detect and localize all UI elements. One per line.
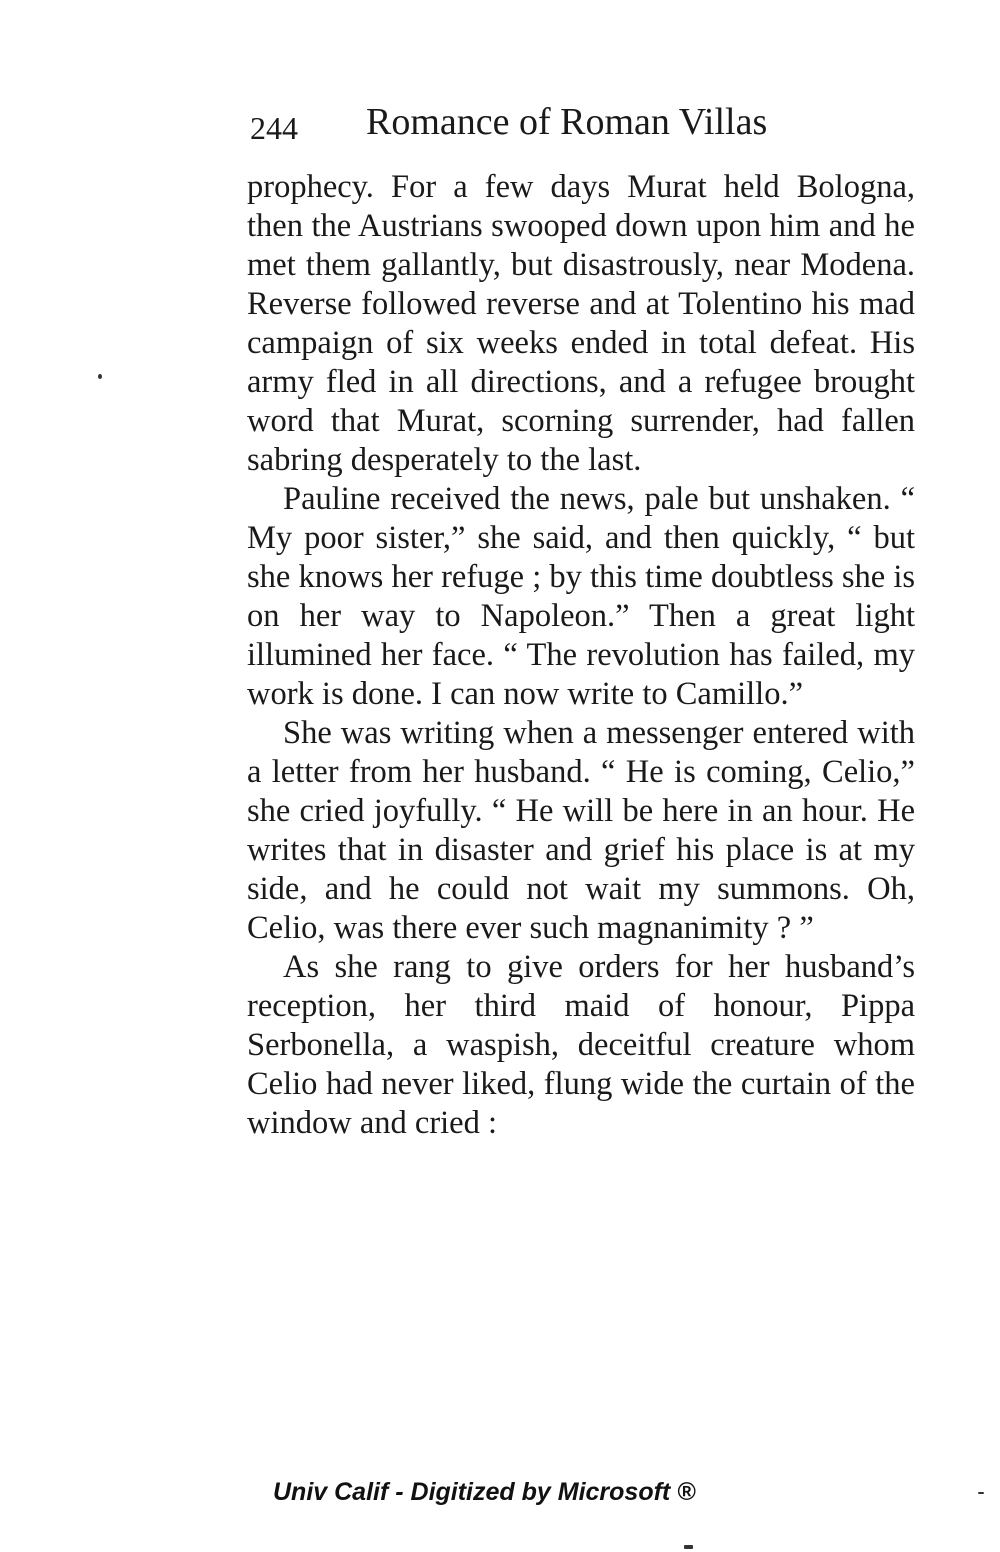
scan-speck (684, 1545, 693, 1549)
scan-speck (978, 1492, 984, 1494)
body-text (247, 168, 915, 1143)
page-number: 244 (250, 110, 298, 146)
paragraph-2: Pauline received the news, pale but unshaken. “ My poor sister,” she said, and then quickly, “ but she knows her refuge ; by this time doubtless she is on her way to Napoleon.” Then a great light illumined her face. “ The revolution has failed, my work is done. I can now write to Camillo.” (247, 481, 915, 712)
paragraph-1: prophecy. For a few days Murat held Bologna, then the Austrians swooped down upon him and he met them gallantly, but disastrously, near Modena. Reverse followed reverse and at Tolentino his mad campaign of six weeks ended in total defeat. His army fled in all directions, and a refugee brought word that Murat, scorning surrender, had fallen sabring desperately to the last. (247, 169, 915, 478)
paragraph-4: As she rang to give orders for her husband’s reception, her third maid of honour, Pippa Serbonella, a waspish, deceitful creature whom Celio had never liked, flung wide the curtain of the window and cried : (247, 949, 915, 1141)
running-title: Romance of Roman Villas (366, 101, 768, 143)
scan-speck (98, 374, 102, 379)
digitization-watermark: Univ Calif - Digitized by Microsoft ® (273, 1478, 696, 1506)
page-header (250, 100, 810, 150)
paragraph-3: She was writing when a messenger entered with a letter from her husband. “ He is coming, Celio,” she cried joyfully. “ He will be here in an hour. He writes that in disaster and grief his place is at my side, and he could not wait my summons. Oh, Celio, was there ever such magnanimity ? ” (247, 715, 915, 946)
